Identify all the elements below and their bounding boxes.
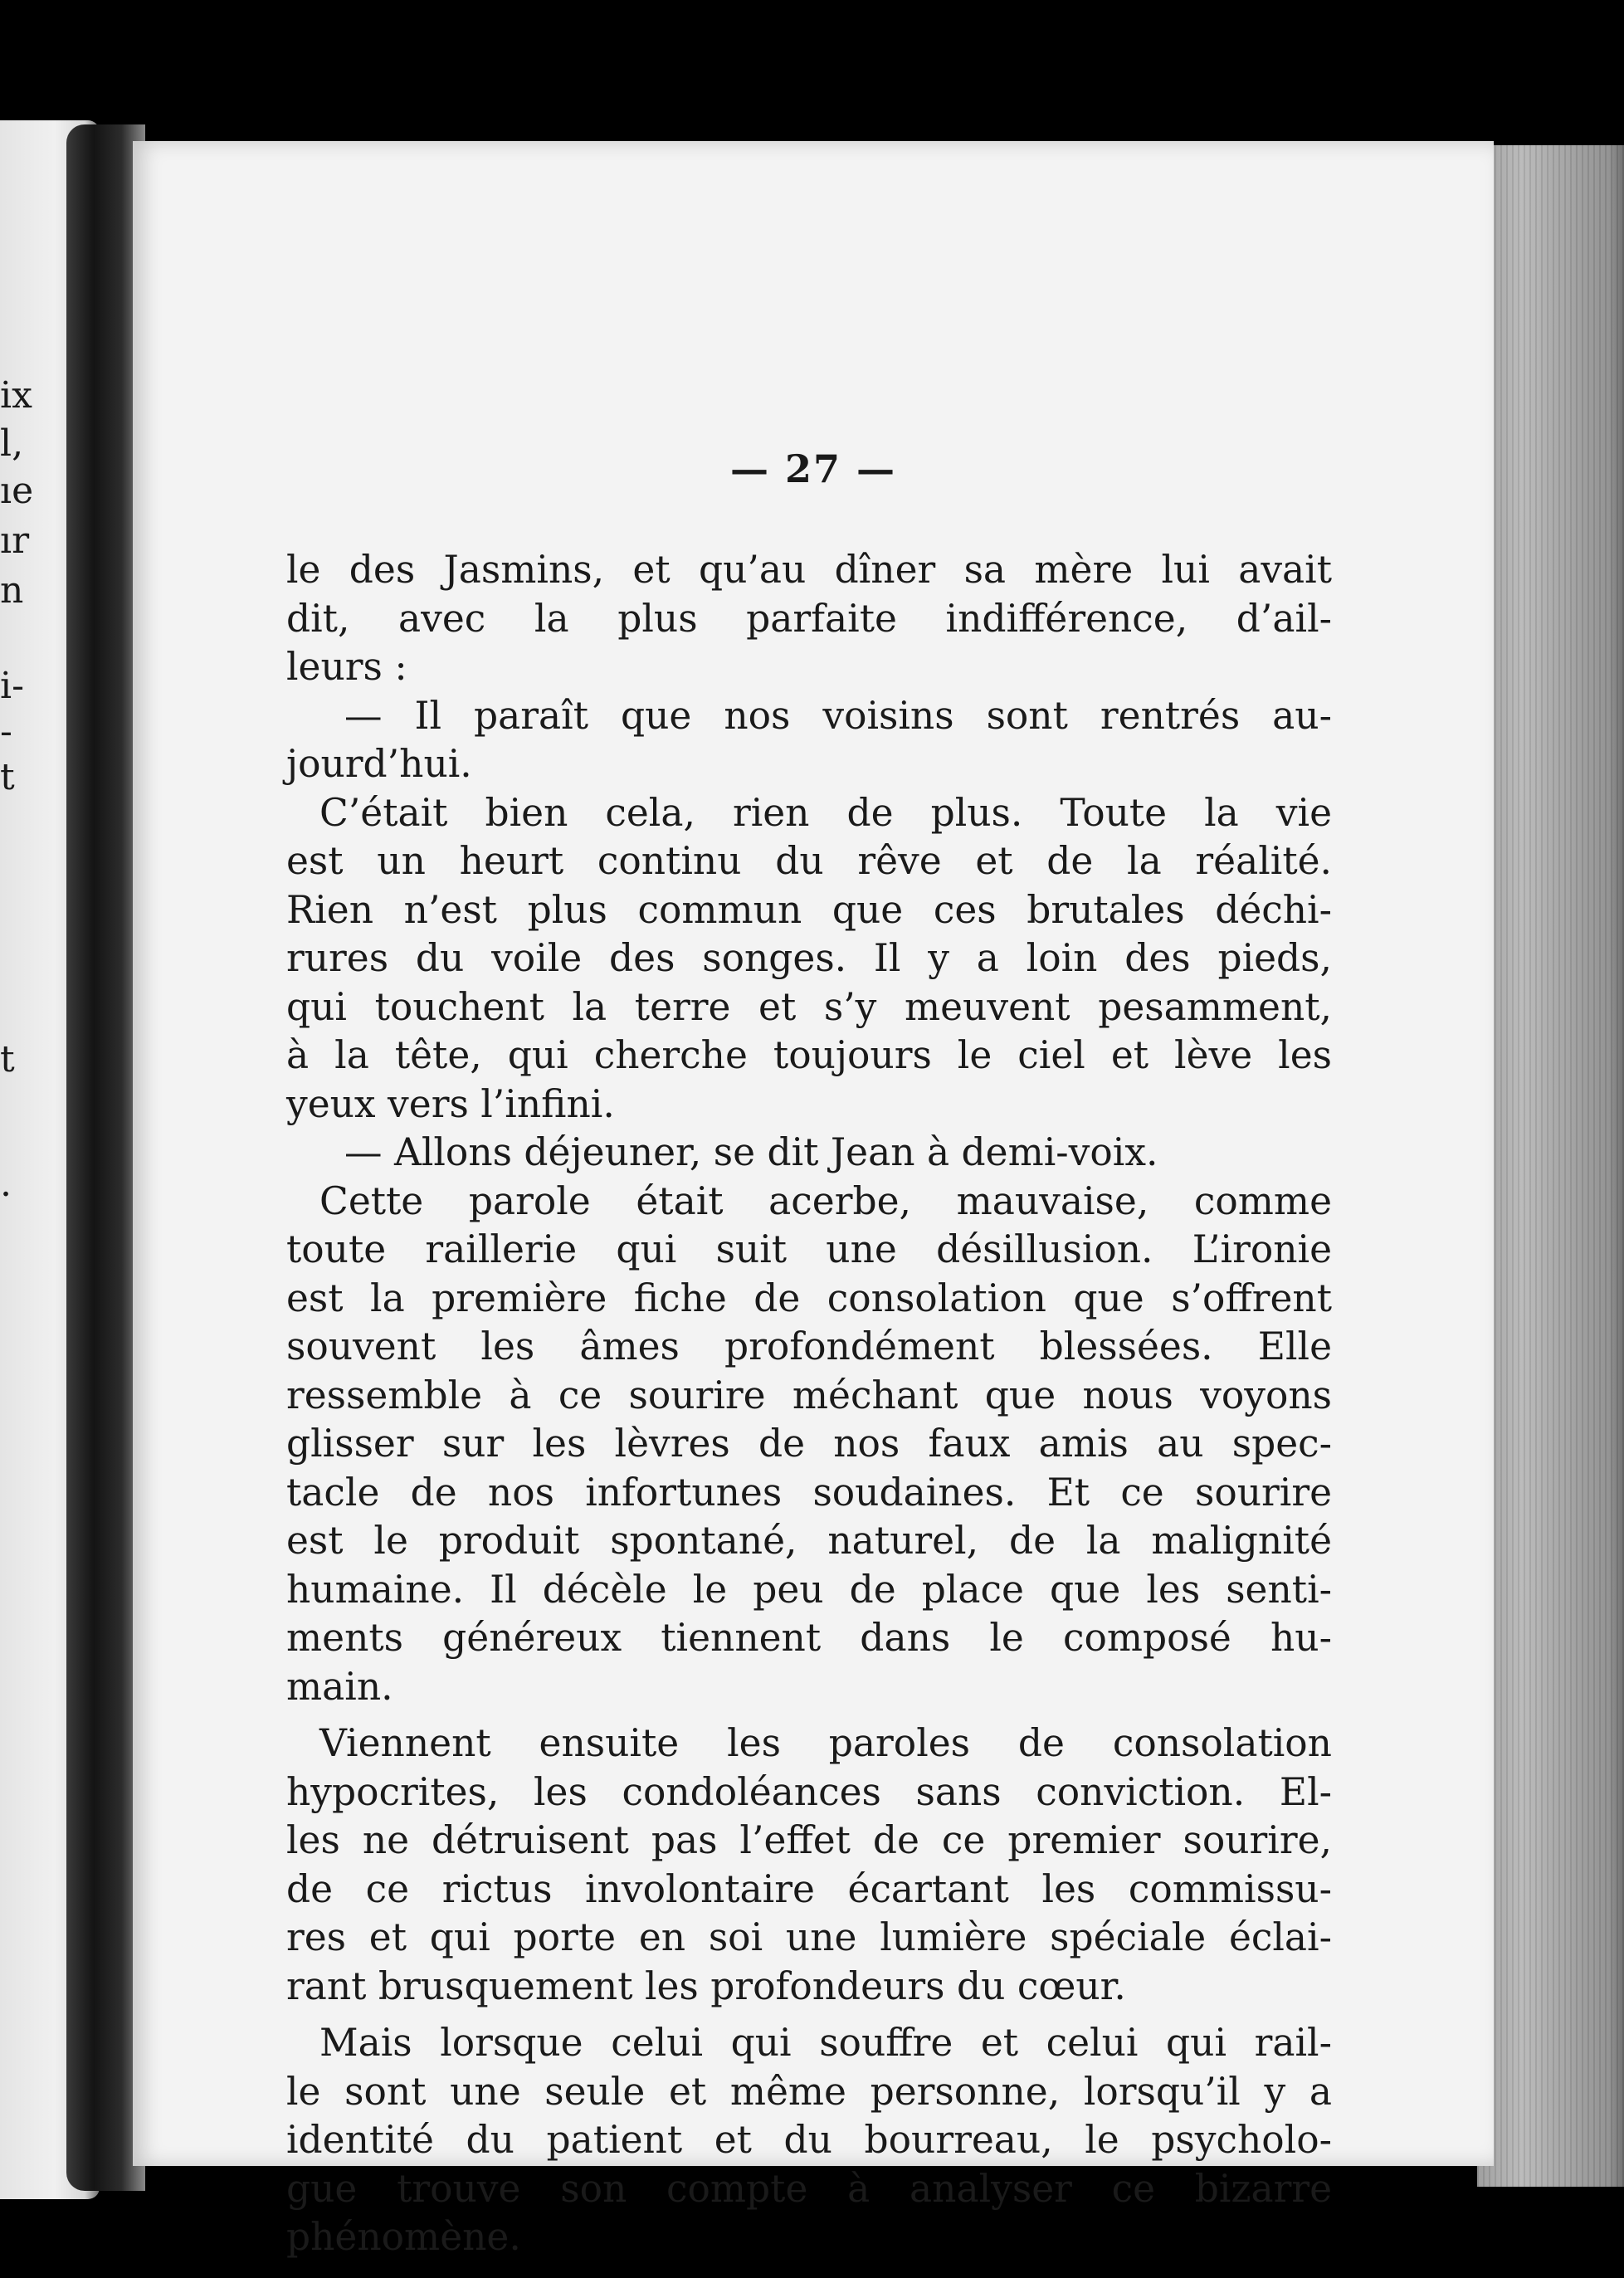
text-line: rant brusquement les profondeurs du cœur. bbox=[286, 1963, 1126, 2008]
text-line: C’était bien cela, rien de plus. Toute la vie bbox=[319, 790, 1332, 835]
prev-page-fragment: t bbox=[0, 756, 15, 798]
text-line: leurs : bbox=[286, 645, 407, 689]
text-line: identité du patient et du bourreau, le psycholo- bbox=[286, 2118, 1332, 2162]
text-line: ressemble à ce sourire méchant que nous voyons bbox=[286, 1373, 1332, 1417]
prev-page-fragment: - bbox=[0, 710, 12, 753]
text-line: Cette parole était acerbe, mauvaise, comme bbox=[319, 1178, 1332, 1223]
prev-page-fragment: ır bbox=[0, 520, 30, 562]
text-line: le des Jasmins, et qu’au dîner sa mère lui avait bbox=[286, 548, 1332, 592]
prev-page-fragment: i- bbox=[0, 665, 24, 707]
prev-page-fragment: t bbox=[0, 1038, 15, 1080]
paragraph bbox=[286, 1129, 1332, 1178]
text-line: Rien n’est plus commun que ces brutales déchi- bbox=[286, 887, 1332, 932]
prev-page-fragment: ıe bbox=[0, 470, 34, 512]
text-line: phénomène. bbox=[286, 2215, 521, 2259]
text-line: yeux vers l’infini. bbox=[286, 1081, 615, 1126]
text-line: est la première fiche de consolation que s’offrent bbox=[286, 1276, 1332, 1320]
text-line: est un heurt continu du rêve et de la réalité. bbox=[286, 839, 1332, 883]
text-line: est le produit spontané, naturel, de la malignité bbox=[286, 1519, 1332, 1563]
paragraph-gap bbox=[286, 2011, 1332, 2019]
paragraph bbox=[286, 546, 1332, 692]
text-line: dit, avec la plus parfaite indifférence, d’ail- bbox=[286, 596, 1332, 641]
text-line: — Il paraît que nos voisins sont rentrés au- bbox=[344, 693, 1332, 738]
text-line: Viennent ensuite les paroles de consolation bbox=[319, 1721, 1332, 1765]
book-page bbox=[133, 141, 1494, 2259]
text-line: les ne détruisent pas l’effet de ce premier sourire, bbox=[286, 1818, 1332, 1862]
text-line: — Allons déjeuner, se dit Jean à demi-voix. bbox=[344, 1130, 1158, 1174]
text-line: de ce rictus involontaire écartant les commissu- bbox=[286, 1866, 1332, 1911]
text-line: Mais lorsque celui qui souffre et celui qui rail- bbox=[319, 2021, 1332, 2065]
text-line: tacle de nos infortunes soudaines. Et ce sourire bbox=[286, 1470, 1332, 1515]
text-line: glisser sur les lèvres de nos faux amis au spec- bbox=[286, 1422, 1332, 1466]
page-number: — 27 — bbox=[729, 446, 897, 491]
text-line: à la tête, qui cherche toujours le ciel et lève les bbox=[286, 1033, 1332, 1077]
text-line: ments généreux tiennent dans le composé hu- bbox=[286, 1616, 1332, 1660]
text-line: main. bbox=[286, 1664, 393, 1709]
paragraph bbox=[286, 2019, 1332, 2262]
text-line: humaine. Il décèle le peu de place que les senti- bbox=[286, 1567, 1332, 1612]
page-text bbox=[286, 546, 1332, 2262]
paragraph bbox=[286, 789, 1332, 1129]
text-line: qui touchent la terre et s’y meuvent pesamment, bbox=[286, 984, 1332, 1029]
paragraph bbox=[286, 1719, 1332, 2011]
text-line: souvent les âmes profondément blessées. Elle bbox=[286, 1324, 1332, 1368]
text-line: rures du voile des songes. Il y a loin des pieds, bbox=[286, 936, 1332, 980]
text-line: toute raillerie qui suit une désillusion. L’ironie bbox=[286, 1227, 1332, 1271]
paragraph bbox=[286, 692, 1332, 789]
prev-page-fragment: l, bbox=[0, 422, 24, 465]
text-line: jourd’hui. bbox=[286, 742, 472, 786]
prev-page-fragment: . bbox=[0, 1163, 12, 1205]
text-line: hypocrites, les condoléances sans conviction. El- bbox=[286, 1769, 1332, 1814]
paragraph bbox=[286, 1178, 1332, 1712]
text-line: res et qui porte en soi une lumière spéciale éclai- bbox=[286, 1915, 1332, 1959]
prev-page-fragment: ix bbox=[0, 374, 32, 417]
text-line: le sont une seule et même personne, lorsqu’il y a bbox=[286, 2069, 1332, 2114]
text-line: gue trouve son compte à analyser ce bizarre bbox=[286, 2166, 1332, 2211]
prev-page-fragment: n bbox=[0, 569, 24, 612]
page-edges bbox=[1477, 145, 1624, 2187]
paragraph-gap bbox=[286, 1711, 1332, 1719]
